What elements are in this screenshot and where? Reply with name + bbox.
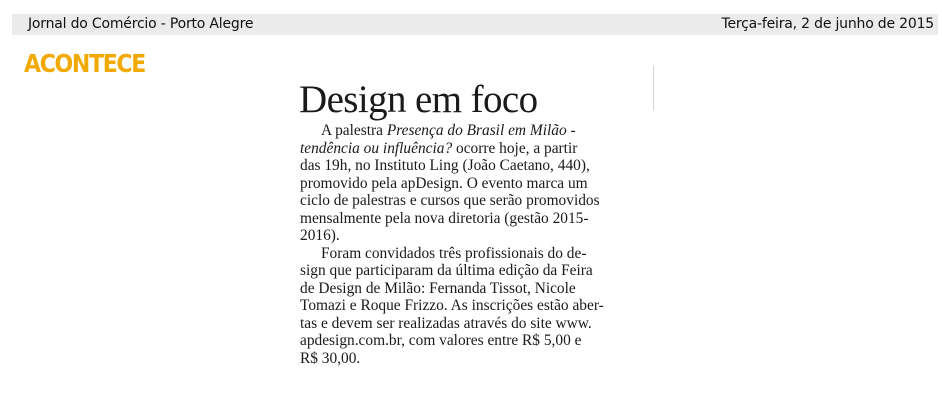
- text-line: de Design de Milão: Fernanda Tissot, Nicole: [300, 279, 576, 297]
- text-line: Foram convidados três profissionais do de-: [321, 244, 587, 262]
- text-line: apdesign.com.br, com valores entre R$ 5,00 e: [300, 332, 582, 349]
- article-paragraph-1: [300, 122, 638, 245]
- article-body: [300, 122, 638, 367]
- text-line: sign que participaram da última edição da Feira: [300, 262, 593, 279]
- text-line: Tomazi e Roque Frizzo. As inscrições estão aber-: [300, 297, 604, 314]
- article-paragraph-2: [300, 245, 638, 368]
- text-line: R$ 30,00.: [300, 349, 361, 367]
- text-segment: A palestra: [321, 122, 387, 139]
- publication-date: Terça-feira, 2 de junho de 2015: [721, 16, 934, 32]
- text-line: 2016).: [300, 227, 340, 244]
- event-title-italic: tendência ou influência?: [300, 139, 453, 157]
- text-segment: ocorre hoje, a partir: [452, 139, 578, 157]
- event-title-italic: Presença do Brasil em Milão -: [386, 122, 576, 139]
- text-line: das 19h, no Instituto Ling (João Caetano, 440),: [300, 157, 590, 174]
- text-line: tas e devem ser realizadas através do site www.: [300, 314, 592, 332]
- column-divider: [653, 66, 654, 110]
- text-line: promovido pela apDesign. O evento marca um: [300, 174, 588, 192]
- text-line: ciclo de palestras e cursos que serão promovidos: [300, 192, 600, 209]
- text-line: [300, 140, 638, 158]
- text-line: mensalmente pela nova diretoria (gestão 2015-: [300, 209, 589, 227]
- article-headline: Design em foco: [299, 78, 538, 121]
- section-label: ACONTECE: [24, 49, 145, 78]
- text-line: [300, 122, 638, 140]
- publication-name: Jornal do Comércio - Porto Alegre: [28, 16, 254, 32]
